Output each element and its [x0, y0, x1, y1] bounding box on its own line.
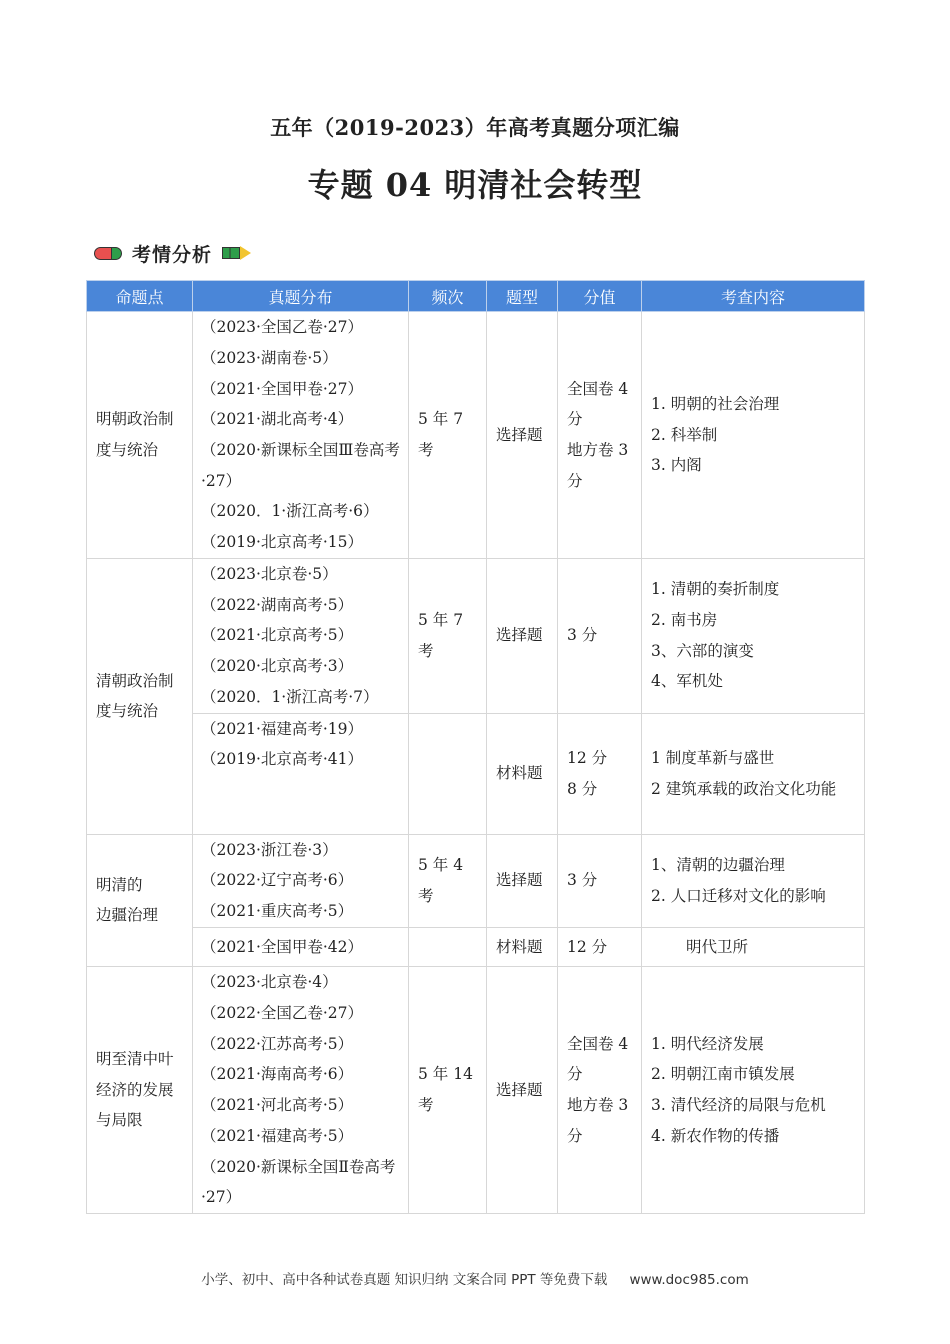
score-cell	[558, 312, 642, 559]
source-item: （2021·海南高考·6）	[201, 1065, 354, 1084]
footer-text: 小学、初中、高中各种试卷真题 知识归纳 文案合同 PPT 等免费下载	[201, 1272, 608, 1288]
source-item: （2020．1·浙江高考·7）	[201, 687, 379, 706]
section-header	[94, 238, 252, 268]
content-item: 2. 科举制	[651, 425, 718, 444]
table-row	[87, 559, 865, 714]
score-cell: 3 分	[558, 834, 642, 927]
content-item: 1. 清朝的奏折制度	[651, 580, 780, 599]
source-item: （2022·辽宁高考·6）	[201, 871, 354, 890]
table-row	[87, 312, 865, 559]
header-score: 分值	[558, 281, 642, 312]
source-item: （2020．1·浙江高考·6）	[201, 502, 379, 521]
question-type-cell: 选择题	[487, 834, 558, 927]
source-item: （2020·新课标全国Ⅲ卷高考·27）	[201, 441, 400, 490]
source-item: （2022·全国乙卷·27）	[201, 1004, 364, 1023]
table-header-row	[87, 281, 865, 312]
score-line: 地方卷 3 分	[567, 441, 629, 490]
content-cell	[642, 834, 865, 927]
content-item: 2 建筑承载的政治文化功能	[651, 779, 837, 798]
source-item: （2023·湖南卷·5）	[201, 348, 338, 367]
source-item: （2020·北京高考·3）	[201, 657, 354, 676]
frequency-cell: 5 年 7 考	[409, 559, 487, 714]
content-item: 4. 新农作物的传播	[651, 1126, 780, 1145]
pill-icon	[94, 247, 122, 260]
score-line: 地方卷 3 分	[567, 1096, 629, 1145]
sources-cell	[193, 834, 409, 927]
score-cell	[558, 713, 642, 834]
score-line: 8 分	[567, 779, 598, 798]
footer-link[interactable]: www.doc985.com	[629, 1272, 749, 1288]
topic-cell: 清朝政治制度与统治	[87, 559, 193, 835]
source-item: （2021·重庆高考·5）	[201, 901, 354, 920]
source-item: （2021·北京高考·5）	[201, 626, 354, 645]
content-item: 2. 人口迁移对文化的影响	[651, 886, 826, 905]
header-frequency: 频次	[409, 281, 487, 312]
sources-cell	[193, 312, 409, 559]
header-sources: 真题分布	[193, 281, 409, 312]
content-cell: 明代卫所	[642, 927, 865, 967]
content-cell	[642, 559, 865, 714]
content-item: 1. 明代经济发展	[651, 1034, 764, 1053]
content-item: 3. 内阁	[651, 456, 702, 475]
topic-cell	[87, 834, 193, 967]
score-line: 12 分	[567, 748, 608, 767]
document-title: 专题 04 明清社会转型	[307, 166, 643, 204]
question-type-cell: 材料题	[487, 713, 558, 834]
sources-cell	[193, 713, 409, 834]
topic-cell: 明朝政治制度与统治	[87, 312, 193, 559]
table-row	[87, 834, 865, 927]
frequency-cell: 5 年 14 考	[409, 967, 487, 1214]
frequency-cell: 5 年 4 考	[409, 834, 487, 927]
source-item: （2023·北京卷·5）	[201, 565, 338, 583]
content-cell	[642, 312, 865, 559]
score-cell: 12 分	[558, 927, 642, 967]
content-cell	[642, 967, 865, 1214]
header-topic: 命题点	[87, 281, 193, 312]
content-item: 2. 明朝江南市镇发展	[651, 1065, 795, 1084]
sources-cell	[193, 927, 409, 967]
pencil-icon	[222, 246, 252, 260]
frequency-cell: 5 年 7 考	[409, 312, 487, 559]
score-line: 全国卷 4 分	[567, 379, 629, 429]
source-item: （2021·河北高考·5）	[201, 1096, 354, 1115]
exam-analysis-table	[86, 280, 865, 1214]
sources-cell	[193, 559, 409, 714]
source-item: （2023·全国乙卷·27）	[201, 318, 364, 337]
source-item: （2021·全国甲卷·27）	[201, 379, 364, 398]
source-item: （2021·全国甲卷·42）	[201, 937, 364, 956]
score-cell: 3 分	[558, 559, 642, 714]
question-type-cell: 材料题	[487, 927, 558, 967]
content-item: 1. 明朝的社会治理	[651, 394, 780, 413]
content-item: 3. 清代经济的局限与危机	[651, 1096, 826, 1115]
header-content: 考查内容	[642, 281, 865, 312]
source-item: （2019·北京高考·15）	[201, 533, 364, 552]
source-item: （2021·湖北高考·4）	[201, 410, 354, 429]
content-cell	[642, 713, 865, 834]
frequency-cell	[409, 927, 487, 967]
source-item: （2019·北京高考·41）	[201, 750, 364, 769]
topic-line: 明清的	[96, 875, 143, 894]
topic-line: 边疆治理	[96, 906, 159, 925]
content-item: 2. 南书房	[651, 611, 718, 630]
content-item: 4、军机处	[651, 672, 723, 691]
section-label: 考情分析	[132, 243, 213, 266]
sources-cell	[193, 967, 409, 1214]
question-type-cell: 选择题	[487, 559, 558, 714]
content-item: 1、清朝的边疆治理	[651, 855, 785, 874]
table-row	[87, 713, 865, 834]
score-cell	[558, 967, 642, 1214]
document-subtitle: 五年（2019-2023）年高考真题分项汇编	[270, 115, 680, 140]
table-row	[87, 967, 865, 1214]
source-item: （2021·福建高考·19）	[201, 719, 364, 738]
source-item: （2023·北京卷·4）	[201, 973, 338, 992]
question-type-cell: 选择题	[487, 967, 558, 1214]
topic-cell: 明至清中叶经济的发展与局限	[87, 967, 193, 1214]
source-item: （2023·浙江卷·3）	[201, 840, 338, 859]
question-type-cell: 选择题	[487, 312, 558, 559]
source-item: （2020·新课标全国Ⅱ卷高考·27）	[201, 1157, 396, 1207]
table-row	[87, 927, 865, 967]
content-item: 1 制度革新与盛世	[651, 748, 775, 767]
header-question-type: 题型	[487, 281, 558, 312]
source-item: （2021·福建高考·5）	[201, 1126, 354, 1145]
source-item: （2022·湖南高考·5）	[201, 595, 354, 614]
score-line: 全国卷 4 分	[567, 1034, 629, 1084]
page-footer	[0, 1268, 950, 1288]
frequency-cell	[409, 713, 487, 834]
source-item: （2022·江苏高考·5）	[201, 1034, 354, 1053]
content-item: 3、六部的演变	[651, 641, 754, 660]
